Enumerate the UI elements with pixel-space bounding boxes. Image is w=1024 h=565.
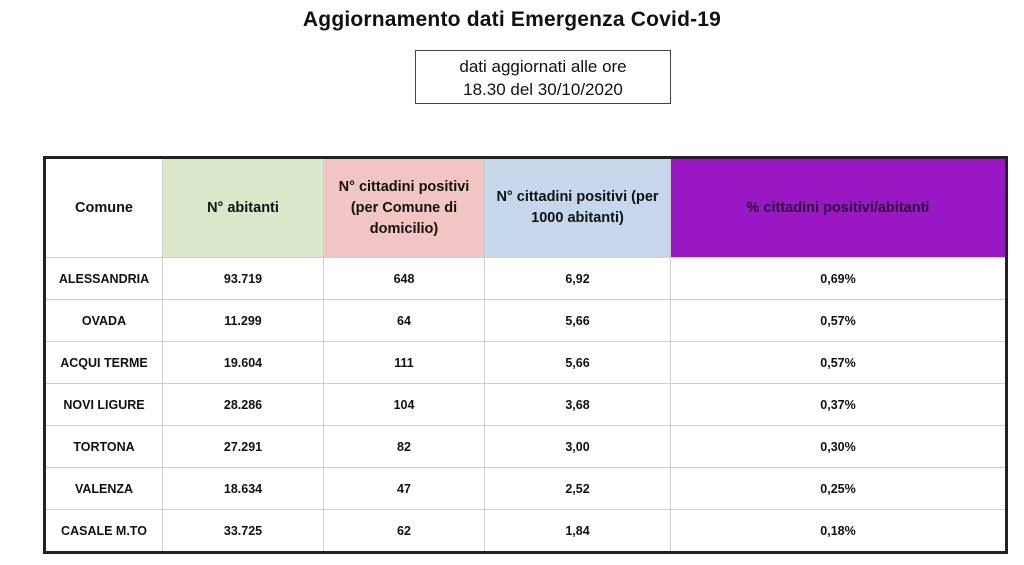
cell-abitanti: 18.634 [163, 468, 324, 510]
cell-positivi: 62 [324, 510, 485, 553]
cell-comune: ACQUI TERME [45, 342, 163, 384]
cell-percentuale: 0,37% [671, 384, 1007, 426]
table-row [45, 258, 1007, 300]
cell-positivi: 648 [324, 258, 485, 300]
cell-abitanti: 93.719 [163, 258, 324, 300]
table-row [45, 384, 1007, 426]
table-row [45, 426, 1007, 468]
cell-comune: OVADA [45, 300, 163, 342]
cell-abitanti: 19.604 [163, 342, 324, 384]
cell-comune: CASALE M.TO [45, 510, 163, 553]
table-row [45, 300, 1007, 342]
cell-percentuale: 0,57% [671, 300, 1007, 342]
cell-positivi: 104 [324, 384, 485, 426]
cell-comune: TORTONA [45, 426, 163, 468]
cell-positivi: 64 [324, 300, 485, 342]
cell-positivi: 47 [324, 468, 485, 510]
cell-abitanti: 28.286 [163, 384, 324, 426]
header-positivi-per-1000: N° cittadini positivi (per 1000 abitanti) [485, 158, 671, 258]
page-title: Aggiornamento dati Emergenza Covid-19 [302, 8, 722, 31]
update-timestamp-box [415, 50, 671, 104]
cell-per-1000: 6,92 [485, 258, 671, 300]
cell-comune: NOVI LIGURE [45, 384, 163, 426]
cell-abitanti: 33.725 [163, 510, 324, 553]
cell-per-1000: 5,66 [485, 342, 671, 384]
update-note-line2: 18.30 del 30/10/2020 [463, 80, 623, 99]
header-comune: Comune [45, 158, 163, 258]
cell-percentuale: 0,30% [671, 426, 1007, 468]
cell-per-1000: 2,52 [485, 468, 671, 510]
header-percentuale: % cittadini positivi/abitanti [671, 158, 1007, 258]
covid-data-table [43, 156, 1008, 554]
table-header-row [45, 158, 1007, 258]
cell-positivi: 111 [324, 342, 485, 384]
cell-per-1000: 1,84 [485, 510, 671, 553]
cell-per-1000: 5,66 [485, 300, 671, 342]
cell-abitanti: 11.299 [163, 300, 324, 342]
cell-percentuale: 0,69% [671, 258, 1007, 300]
cell-comune: ALESSANDRIA [45, 258, 163, 300]
table-row [45, 510, 1007, 553]
cell-per-1000: 3,00 [485, 426, 671, 468]
cell-percentuale: 0,57% [671, 342, 1007, 384]
cell-percentuale: 0,18% [671, 510, 1007, 553]
table-row [45, 468, 1007, 510]
header-positivi: N° cittadini positivi (per Comune di domicilio) [324, 158, 485, 258]
header-abitanti: N° abitanti [163, 158, 324, 258]
cell-comune: VALENZA [45, 468, 163, 510]
cell-percentuale: 0,25% [671, 468, 1007, 510]
update-note-line1: dati aggiornati alle ore [459, 57, 627, 76]
cell-abitanti: 27.291 [163, 426, 324, 468]
cell-positivi: 82 [324, 426, 485, 468]
cell-per-1000: 3,68 [485, 384, 671, 426]
table-row [45, 342, 1007, 384]
